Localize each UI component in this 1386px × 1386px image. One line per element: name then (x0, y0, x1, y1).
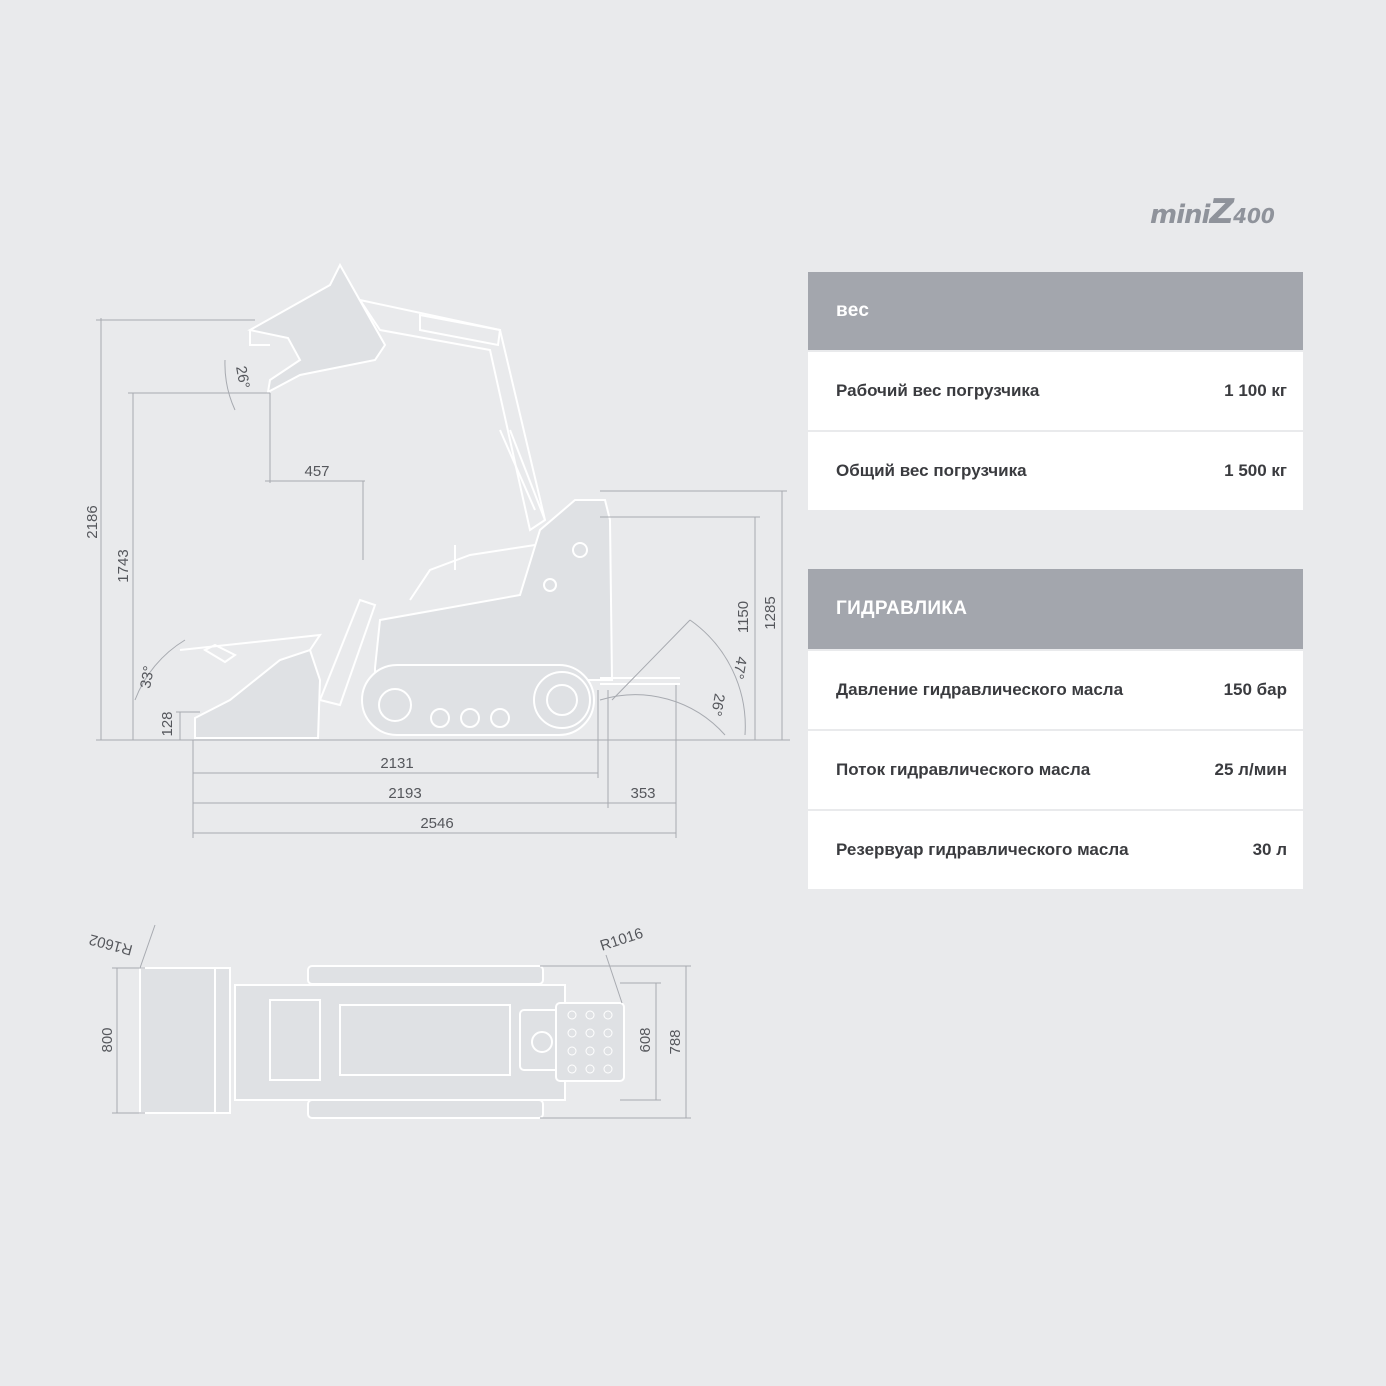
weight-table-title: вес (808, 272, 1303, 350)
side-view-loader (180, 265, 680, 738)
rear-platform-top (556, 1003, 624, 1081)
side-view-dimensions (96, 318, 790, 838)
spec-value: 25 л/мин (1214, 760, 1287, 779)
dim-608: 608 (637, 1027, 654, 1053)
dim-2546: 2546 (420, 815, 454, 832)
boom-arm (360, 300, 545, 530)
dim-353: 353 (630, 785, 656, 802)
dim-2131: 2131 (380, 755, 414, 772)
dim-1743: 1743 (115, 549, 132, 583)
dim-1285: 1285 (762, 596, 779, 630)
dim-r1602: R1602 (87, 930, 135, 959)
machine-body (375, 500, 612, 680)
spec-label: Общий вес погрузчика (836, 461, 1027, 480)
logo-model: 400 (1233, 204, 1275, 228)
spec-label: Давление гидравлического масла (836, 680, 1124, 699)
spec-label: Рабочий вес погрузчика (836, 381, 1040, 400)
angle-26-rear: 26° (707, 692, 728, 718)
lowered-bucket (195, 650, 320, 738)
dim-2193: 2193 (388, 785, 422, 802)
crawler-track (362, 665, 594, 735)
dim-1150: 1150 (735, 600, 752, 634)
spec-label: Поток гидравлического масла (836, 760, 1091, 779)
angle-47: 47° (729, 655, 750, 681)
logo-mini: mini (1150, 200, 1210, 230)
dim-457: 457 (304, 463, 330, 480)
spec-value: 150 бар (1223, 680, 1287, 699)
raised-bucket (250, 265, 385, 392)
top-view-loader (140, 966, 624, 1118)
chassis-top (235, 985, 565, 1100)
bucket-top (140, 968, 230, 1113)
angle-33: 33° (137, 664, 158, 690)
dim-r1016: R1016 (597, 924, 646, 955)
spec-value: 1 100 кг (1224, 381, 1287, 400)
logo-z: Z (1209, 192, 1234, 232)
dim-788: 788 (667, 1029, 684, 1055)
spec-label: Резервуар гидравлического масла (836, 840, 1129, 859)
dim-2186: 2186 (84, 505, 101, 539)
spec-value: 30 л (1252, 840, 1287, 859)
dim-128: 128 (159, 711, 176, 737)
track-top-left (308, 966, 543, 984)
track-top-right (308, 1100, 543, 1118)
spec-value: 1 500 кг (1224, 461, 1287, 480)
angle-26-top: 26° (232, 364, 253, 390)
dim-800: 800 (99, 1027, 116, 1053)
hydraulics-table-title: ГИДРАВЛИКА (808, 569, 1303, 649)
